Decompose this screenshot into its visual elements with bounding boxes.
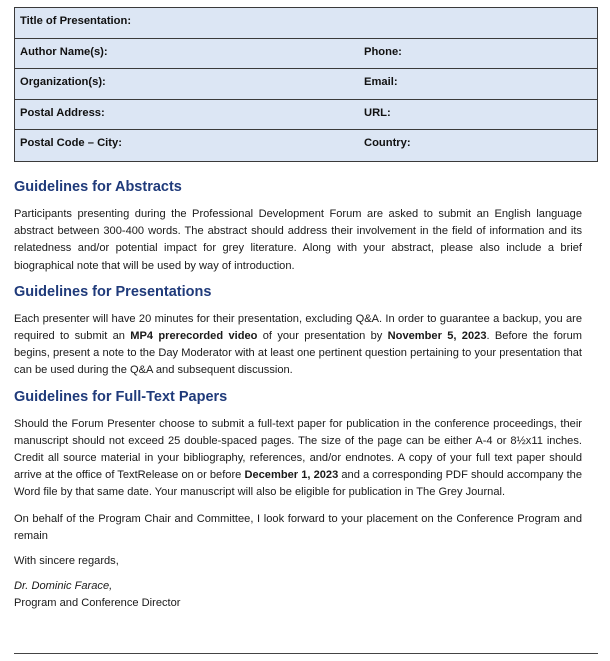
registration-form-table: [14, 7, 598, 162]
form-row-organization[interactable]: [15, 69, 597, 100]
papers-text-1: Should the Forum Presenter choose to submit a full-text paper for publication in the conference proceedings, their manuscript should not exceed 25 double-spaced pages. The size of the page can be either A-4 or 8½x11 inches. Credit all source material in your bibliography, references, and/or endnotes. A copy of your full text paper should arrive at the office of TextRelease on or before: [14, 417, 582, 482]
closing-paragraph: On behalf of the Program Chair and Committee, I look forward to your placement on the Conference Program and remain: [14, 512, 582, 542]
video-deadline-date: November 5, 2023: [387, 330, 487, 343]
email-label: Email:: [364, 76, 398, 89]
author-names-label: Author Name(s):: [20, 45, 108, 58]
country-label: Country:: [364, 137, 411, 150]
abstracts-paragraph: Participants presenting during the Professional Development Forum are asked to submit an English language abstract between 300-400 words. The abstract should address their involvement in the field of information and its relatedness and/or potential impact for grey literature. Along with your abstract, please also include a brief biographical note that will be used by way of introduction.: [14, 208, 582, 272]
signer-title: Program and Conference Director: [14, 597, 181, 610]
form-row-author[interactable]: [15, 39, 597, 70]
form-row-address[interactable]: [15, 100, 597, 131]
papers-paragraph: [14, 416, 582, 502]
mp4-video-requirement: MP4 prerecorded video: [130, 330, 258, 343]
papers-heading: Guidelines for Full-Text Papers: [14, 388, 228, 405]
guidelines-content: [14, 178, 582, 621]
signature-block: [14, 578, 582, 612]
papers-text-2: and a corresponding PDF should accompany the Word file by that same date. Your manuscript will also be eligible for publication in The Grey Journal.: [14, 469, 583, 499]
signer-name: Dr. Dominic Farace,: [14, 580, 113, 593]
presentations-text-1: Each presenter will have 20 minutes for their presentation, excluding Q&A. In order to guarantee a backup, you are required to submit an: [14, 312, 582, 343]
presentations-paragraph: [14, 311, 582, 380]
postal-code-city-label: Postal Code – City:: [20, 137, 122, 150]
form-row-title[interactable]: [15, 8, 597, 39]
postal-address-label: Postal Address:: [20, 106, 105, 119]
paper-deadline-date: December 1, 2023: [244, 469, 339, 482]
presentations-text-2: of your presentation by: [257, 330, 388, 343]
abstracts-heading: Guidelines for Abstracts: [14, 179, 182, 195]
url-label: URL:: [364, 106, 391, 119]
phone-label: Phone:: [364, 45, 402, 58]
form-row-city[interactable]: [15, 130, 597, 161]
organizations-label: Organization(s):: [20, 76, 106, 89]
title-of-presentation-label: Title of Presentation:: [20, 15, 132, 27]
regards-line: With sincere regards,: [14, 555, 119, 568]
presentations-heading: Guidelines for Presentations: [14, 283, 212, 300]
presentations-text-3: . Before the forum begins, present a note to the Day Moderator with at least one pertinent question pertaining to your presentation that can be used during the Q&A and subsequent discussion.: [14, 330, 582, 377]
footer-divider: [14, 653, 598, 654]
